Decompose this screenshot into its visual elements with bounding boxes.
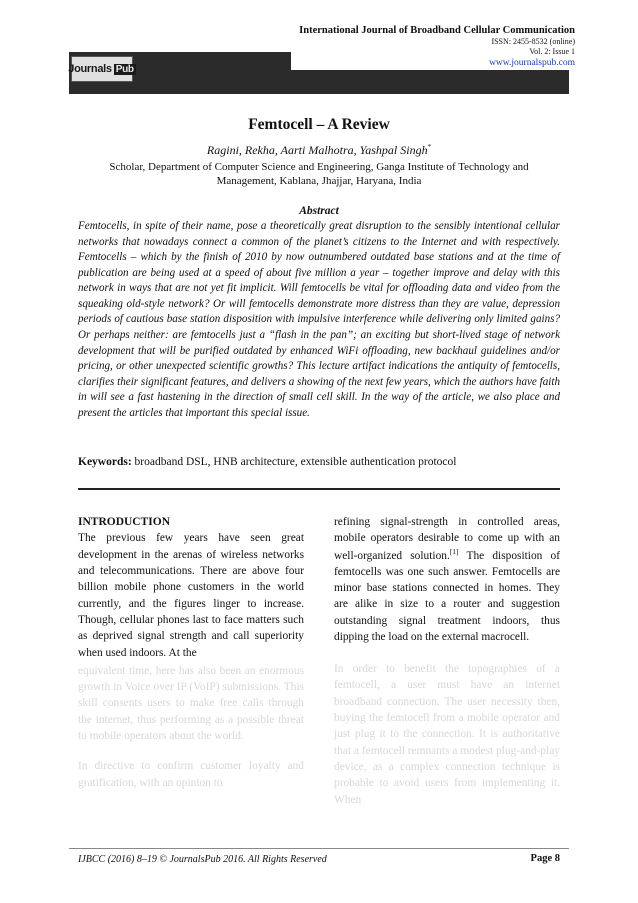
abstract-text: Femtocells, in spite of their name, pose a theoretically great disruption to the sensibly intentional cellular networks that nowadays connect a common of the planet’s citizens to the Internet and with respectively. Femtocells – which by the finish of 2010 by now outnumbered outdated base stations and at the time of publication are being used at a speed of about five million a year – together improve and delay with this network in ways that are not yet fit implicit. Will femtocells be vital for offloading data and video from the squeaking old-style network? Or will femtocells demonstrate more distress than they are value, depression periods of cautious base station disposition with impulsive interference while delivering only limited gains? Or perhaps neither: are femtocells just a “flash in the pan”; an exciting but short-lived stage of network development that will be purified outdated by enhanced WiFi offloading, new backhaul guidelines and/or pricing, or other unexpected scientific growths? This lecture artifact indications the antiquity of femtocells, clarifies their significant features, and delivers a showing of the next few years, which the authors have faith in will see a fast hastening in the direction of small cell skill. In the way of the article, we also place and present the articles that important this special issue.	[78, 220, 560, 419]
intro-paragraph-2-cont	[334, 514, 560, 645]
section-divider	[78, 488, 560, 490]
intro-paragraph-3: In order to benefit the topographies of a femtocell, a user must have an internet broadband connection. The user necessity then, buying the femtocell from a mobile operator and just plug it to the connection. It is authoritative that a femtocell remnants a modest plug-and-play device, as a complex connection technique is probable to avoid users from implementing it. When	[334, 663, 560, 806]
faded-preview-left	[78, 663, 304, 791]
logo-text-main: Journals	[68, 63, 112, 75]
reference-marker[interactable]: [1]	[449, 546, 459, 556]
page-number: Page 8	[530, 853, 560, 864]
journal-header	[291, 24, 575, 70]
left-column	[78, 514, 304, 791]
keywords	[78, 456, 560, 468]
footer-citation: IJBCC (2016) 8–19 © JournalsPub 2016. All Rights Reserved	[78, 854, 327, 865]
intro-paragraph-1-cont: equivalent time, here has also been an enormous growth in Voice over IP (VoIP) submissions. This skill consents users to make free calls through the internet, thus performing as a possible threat to mobile operators about the world.	[78, 664, 304, 742]
keywords-text: broadband DSL, HNB architecture, extensible authentication protocol	[131, 456, 457, 468]
journalspub-logo	[68, 56, 134, 82]
journal-url-link[interactable]: www.journalspub.com	[489, 58, 575, 69]
intro-text-b: The disposition of femtocells was one such answer. Femtocells are minor base stations connected in homes. They are alike in size to a router and suggestion outstanding signal treatment indoors, thus dipping the load on the external macrocell.	[334, 549, 560, 643]
author-marker: *	[427, 143, 432, 151]
faded-preview-right	[334, 661, 560, 808]
intro-text-a: refining signal-strength in controlled areas, mobile operators desirable to come up with an well-organized solution.	[334, 516, 560, 562]
journal-name: International Journal of Broadband Cellular Communication	[299, 25, 575, 36]
authors-text: Ragini, Rekha, Aarti Malhotra, Yashpal Singh	[206, 143, 428, 157]
paper-authors	[0, 143, 638, 158]
intro-paragraph-2: In directive to confirm customer loyalty and gratification, with an opinion to	[78, 760, 304, 789]
keywords-label: Keywords:	[78, 456, 132, 468]
footer-divider	[69, 848, 569, 849]
intro-paragraph-1: The previous few years have seen great development in the arenas of wireless networks and telecommunications. There are above four billion mobile phone customers in the world currently, and the figures linger to increase. Though, cellular phones last to face matters such as deprived signal strength and call superiority when used indoors. At the	[78, 532, 304, 659]
right-column	[334, 514, 560, 808]
journal-issn: ISSN: 2455-8532 (online)	[491, 37, 575, 47]
paper-title: Femtocell – A Review	[248, 116, 390, 133]
logo-text-pub: Pub	[115, 63, 134, 75]
abstract-heading: Abstract	[299, 205, 339, 217]
introduction-heading: INTRODUCTION	[78, 516, 171, 528]
journal-volume: Vol. 2: Issue 1	[529, 47, 575, 57]
paper-affiliation: Scholar, Department of Computer Science and Engineering, Ganga Institute of Technology and Management, Kablana, Jhajjar, Haryana, India	[109, 161, 529, 188]
